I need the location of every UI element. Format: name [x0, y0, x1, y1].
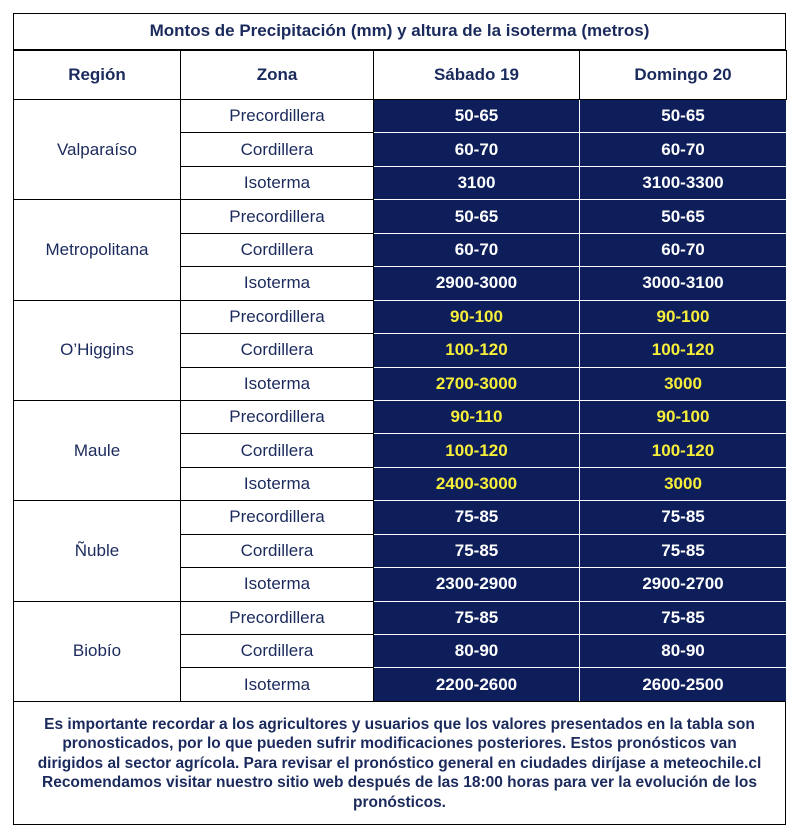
value-cell-day2: 3000	[580, 367, 787, 400]
value-cell-day1: 80-90	[374, 635, 580, 668]
header-day2: Domingo 20	[580, 51, 787, 100]
table-row	[14, 300, 787, 333]
region-name: Metropolitana	[14, 200, 181, 300]
value-cell-day2: 3100-3300	[580, 166, 787, 199]
region-name: Biobío	[14, 601, 181, 701]
value-cell-day2: 90-100	[580, 400, 787, 433]
value-cell-day1: 50-65	[374, 200, 580, 233]
value-cell-day2: 90-100	[580, 300, 787, 333]
value-cell-day1: 100-120	[374, 434, 580, 467]
value-cell-day2: 60-70	[580, 233, 787, 266]
table-title: Montos de Precipitación (mm) y altura de la isoterma (metros)	[13, 13, 786, 50]
zona-label: Cordillera	[181, 233, 374, 266]
value-cell-day2: 100-120	[580, 434, 787, 467]
value-cell-day1: 60-70	[374, 133, 580, 166]
zona-label: Precordillera	[181, 300, 374, 333]
zona-label: Isoterma	[181, 568, 374, 601]
zona-label: Isoterma	[181, 267, 374, 300]
value-cell-day2: 75-85	[580, 501, 787, 534]
value-cell-day1: 2200-2600	[374, 668, 580, 701]
value-cell-day2: 75-85	[580, 534, 787, 567]
zona-label: Isoterma	[181, 367, 374, 400]
header-region: Región	[14, 51, 181, 100]
table-row	[14, 100, 787, 133]
value-cell-day1: 75-85	[374, 601, 580, 634]
region-name: Valparaíso	[14, 100, 181, 200]
zona-label: Precordillera	[181, 601, 374, 634]
table-header-row	[14, 51, 787, 100]
zona-label: Isoterma	[181, 467, 374, 500]
zona-label: Precordillera	[181, 200, 374, 233]
zona-label: Cordillera	[181, 434, 374, 467]
region-name: Ñuble	[14, 501, 181, 601]
value-cell-day2: 50-65	[580, 200, 787, 233]
value-cell-day1: 75-85	[374, 534, 580, 567]
value-cell-day1: 90-100	[374, 300, 580, 333]
table-row	[14, 400, 787, 433]
table-row	[14, 501, 787, 534]
zona-label: Cordillera	[181, 334, 374, 367]
value-cell-day2: 50-65	[580, 100, 787, 133]
table-row	[14, 200, 787, 233]
zona-label: Isoterma	[181, 668, 374, 701]
table-row	[14, 601, 787, 634]
header-day1: Sábado 19	[374, 51, 580, 100]
value-cell-day2: 60-70	[580, 133, 787, 166]
zona-label: Cordillera	[181, 133, 374, 166]
value-cell-day2: 2600-2500	[580, 668, 787, 701]
value-cell-day2: 75-85	[580, 601, 787, 634]
disclaimer-note: Es importante recordar a los agricultores y usuarios que los valores presentados en la tabla son pronosticados, por lo que pueden sufrir modificaciones posteriores. Estos pronósticos van dirigidos al sector agrícola. Para revisar el pronóstico general en ciudades diríjase a meteochile.cl Recomendamos visitar nuestro sitio web después de las 18:00 horas para ver la evolución de los pronósticos.	[13, 701, 786, 825]
forecast-table	[13, 50, 787, 702]
value-cell-day1: 2300-2900	[374, 568, 580, 601]
value-cell-day1: 75-85	[374, 501, 580, 534]
table-body	[14, 100, 787, 702]
region-name: O’Higgins	[14, 300, 181, 400]
value-cell-day1: 2700-3000	[374, 367, 580, 400]
zona-label: Cordillera	[181, 635, 374, 668]
value-cell-day1: 60-70	[374, 233, 580, 266]
zona-label: Precordillera	[181, 501, 374, 534]
header-zona: Zona	[181, 51, 374, 100]
value-cell-day2: 80-90	[580, 635, 787, 668]
value-cell-day2: 3000-3100	[580, 267, 787, 300]
zona-label: Precordillera	[181, 400, 374, 433]
zona-label: Precordillera	[181, 100, 374, 133]
zona-label: Isoterma	[181, 166, 374, 199]
value-cell-day1: 50-65	[374, 100, 580, 133]
value-cell-day1: 90-110	[374, 400, 580, 433]
value-cell-day1: 3100	[374, 166, 580, 199]
value-cell-day1: 2400-3000	[374, 467, 580, 500]
region-name: Maule	[14, 400, 181, 500]
value-cell-day2: 3000	[580, 467, 787, 500]
value-cell-day1: 2900-3000	[374, 267, 580, 300]
zona-label: Cordillera	[181, 534, 374, 567]
value-cell-day2: 2900-2700	[580, 568, 787, 601]
value-cell-day1: 100-120	[374, 334, 580, 367]
value-cell-day2: 100-120	[580, 334, 787, 367]
